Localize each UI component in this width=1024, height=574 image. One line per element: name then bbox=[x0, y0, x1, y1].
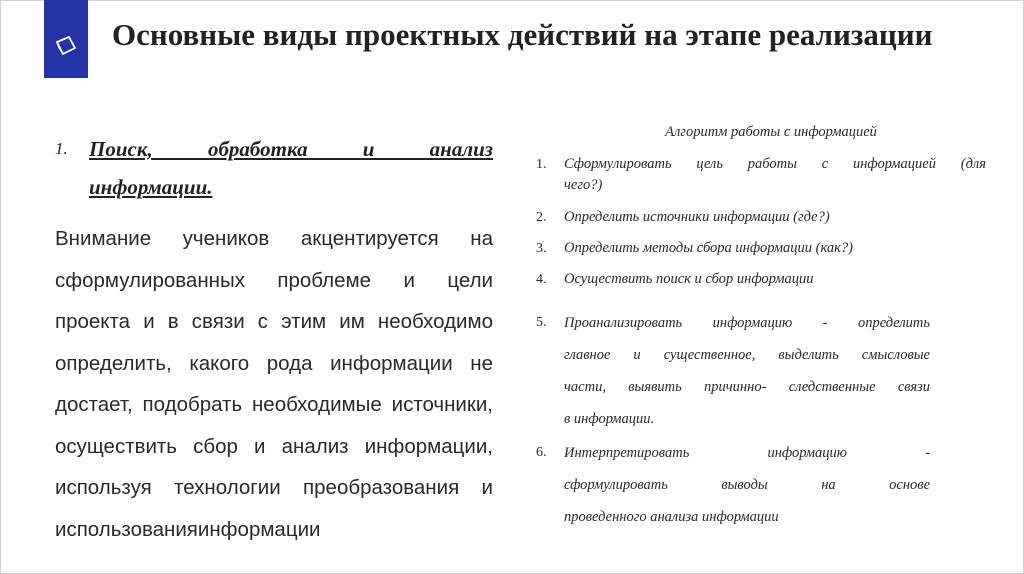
section-title bbox=[89, 130, 493, 206]
list-line: Сформулировать цель работы с информацией (для bbox=[564, 156, 986, 172]
section-number: 1. bbox=[55, 139, 68, 158]
body-line: использованияинформации bbox=[55, 517, 321, 541]
list-number: 6. bbox=[536, 445, 547, 460]
body-line: сформулированных проблеме и цели bbox=[55, 268, 493, 292]
list-text bbox=[564, 207, 986, 228]
list-line: части, выявить причинно- следственные связи bbox=[564, 379, 930, 395]
list-line: Интерпретировать информацию - bbox=[564, 445, 930, 461]
list-text bbox=[564, 307, 930, 435]
right-column bbox=[536, 122, 986, 533]
body-line: проекта и в связи с этим им необходимо bbox=[55, 310, 493, 333]
list-line: чего?) bbox=[564, 177, 603, 193]
accent-bar bbox=[44, 0, 88, 78]
list-line: Определить источники информации (где?) bbox=[564, 209, 830, 225]
list-number: 4. bbox=[536, 272, 547, 287]
body-line: достает, подобрать необходимые источники, bbox=[55, 393, 493, 416]
list-number: 5. bbox=[536, 315, 547, 330]
list-line: в информации. bbox=[564, 411, 655, 427]
list-line: Осуществить поиск и сбор информации bbox=[564, 271, 814, 287]
list-text bbox=[564, 269, 986, 290]
list-item bbox=[536, 269, 986, 290]
list-item bbox=[536, 207, 986, 228]
list-item bbox=[536, 307, 986, 435]
page-title: Основные виды проектных действий на этапе реализации bbox=[112, 17, 933, 52]
list-text bbox=[564, 154, 986, 196]
list-item bbox=[536, 437, 986, 533]
body-line: используя технологии преобразования и bbox=[55, 476, 493, 499]
list-item bbox=[536, 154, 986, 196]
list-line: проведенного анализа информации bbox=[564, 509, 779, 525]
section-heading bbox=[55, 130, 493, 206]
list-item bbox=[536, 238, 986, 259]
book-icon bbox=[54, 34, 78, 58]
list-line: главное и существенное, выделить смысловые bbox=[564, 347, 930, 363]
list-line: Определить методы сбора информации (как?) bbox=[564, 240, 853, 256]
list-text bbox=[564, 437, 930, 533]
list-line: сформулировать выводы на основе bbox=[564, 477, 930, 493]
algorithm-heading: Алгоритм работы с информацией bbox=[665, 124, 877, 140]
list-number: 1. bbox=[536, 157, 547, 172]
section-title-line: информации. bbox=[89, 175, 213, 199]
list-number: 2. bbox=[536, 210, 547, 225]
list-number: 3. bbox=[536, 241, 547, 256]
list-line: Проанализировать информацию - определить bbox=[564, 315, 930, 331]
body-line: осуществить сбор и анализ информации, bbox=[55, 434, 493, 458]
body-line: Внимание учеников акцентируется на bbox=[55, 227, 493, 250]
left-column bbox=[55, 130, 493, 550]
body-line: определить, какого рода информации не bbox=[55, 351, 493, 375]
section-body bbox=[55, 218, 493, 550]
list-text bbox=[564, 238, 986, 259]
section-title-line: Поиск, обработка и анализ bbox=[89, 137, 493, 161]
